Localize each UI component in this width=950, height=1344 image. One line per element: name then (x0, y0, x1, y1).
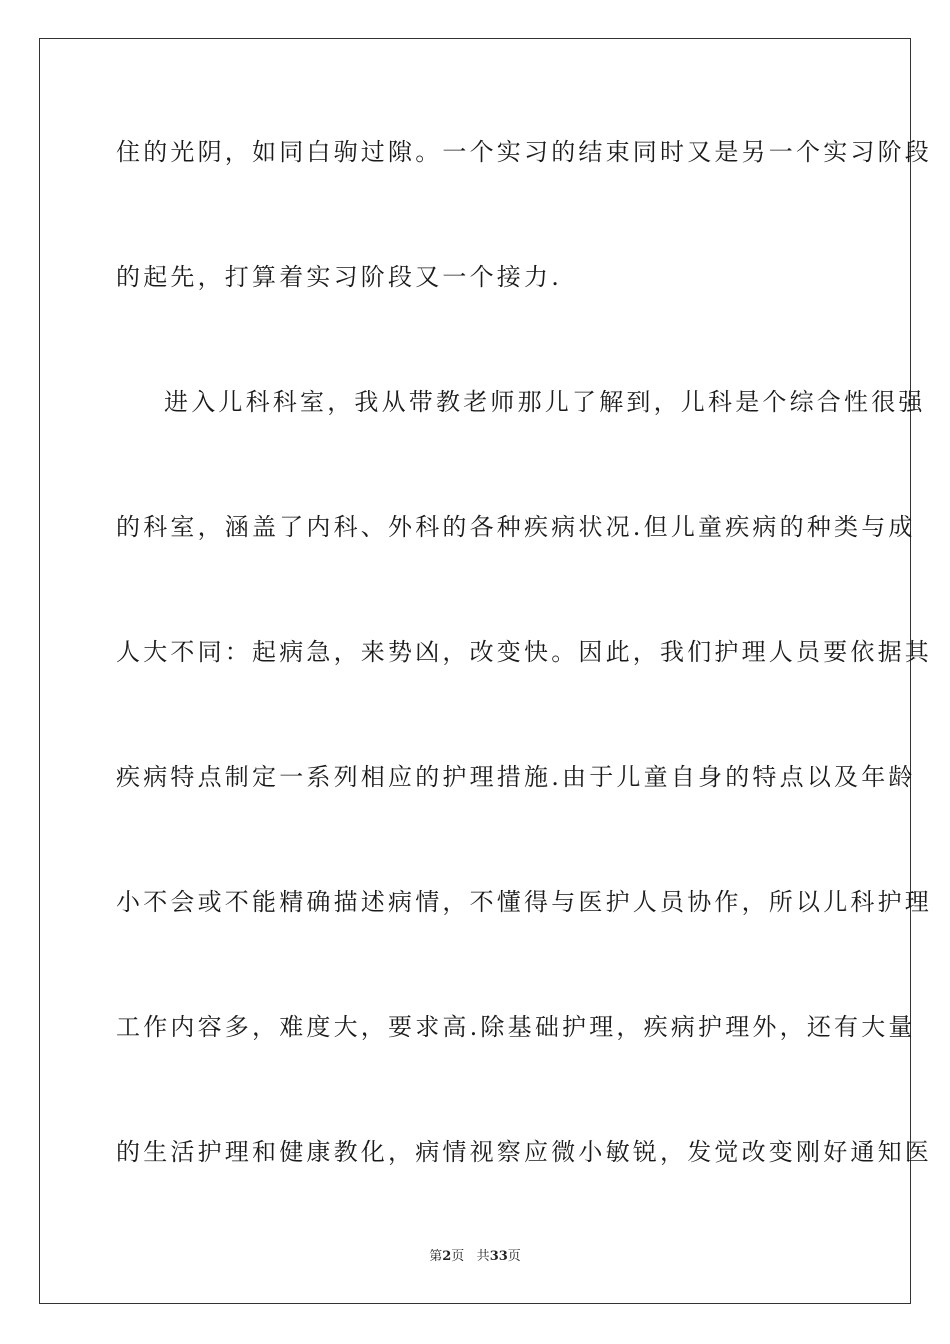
footer-total-suffix: 页 (507, 1249, 521, 1264)
body-line-5: 人大不同：起病急，来势凶，改变快。因此，我们护理人员要依据其 (116, 638, 932, 666)
body-line-2: 的起先，打算着实习阶段又一个接力. (116, 263, 563, 291)
footer-page-suffix: 页 (451, 1249, 465, 1264)
body-line-9: 的生活护理和健康教化，病情视察应微小敏锐，发觉改变刚好通知医 (116, 1138, 932, 1166)
footer-total-prefix: 共 (476, 1249, 490, 1264)
body-line-7: 小不会或不能精确描述病情，不懂得与医护人员协作，所以儿科护理 (116, 888, 932, 916)
body-line-6: 疾病特点制定一系列相应的护理措施.由于儿童自身的特点以及年龄 (116, 763, 916, 791)
body-line-1: 住的光阴，如同白驹过隙。一个实习的结束同时又是另一个实习阶段 (116, 138, 932, 166)
footer-total-pages: 33 (489, 1249, 508, 1264)
footer-page-prefix: 第 (429, 1249, 443, 1264)
page-border (39, 38, 932, 1304)
body-line-8: 工作内容多，难度大，要求高.除基础护理，疾病护理外，还有大量 (116, 1013, 916, 1041)
footer-page-number: 2 (442, 1249, 452, 1264)
body-line-4: 的科室，涵盖了内科、外科的各种疾病状况.但儿童疾病的种类与成 (116, 513, 916, 541)
page-footer (0, 1248, 950, 1266)
paragraph-2-line-1: 进入儿科科室，我从带教老师那儿了解到，儿科是个综合性很强 (164, 388, 926, 416)
